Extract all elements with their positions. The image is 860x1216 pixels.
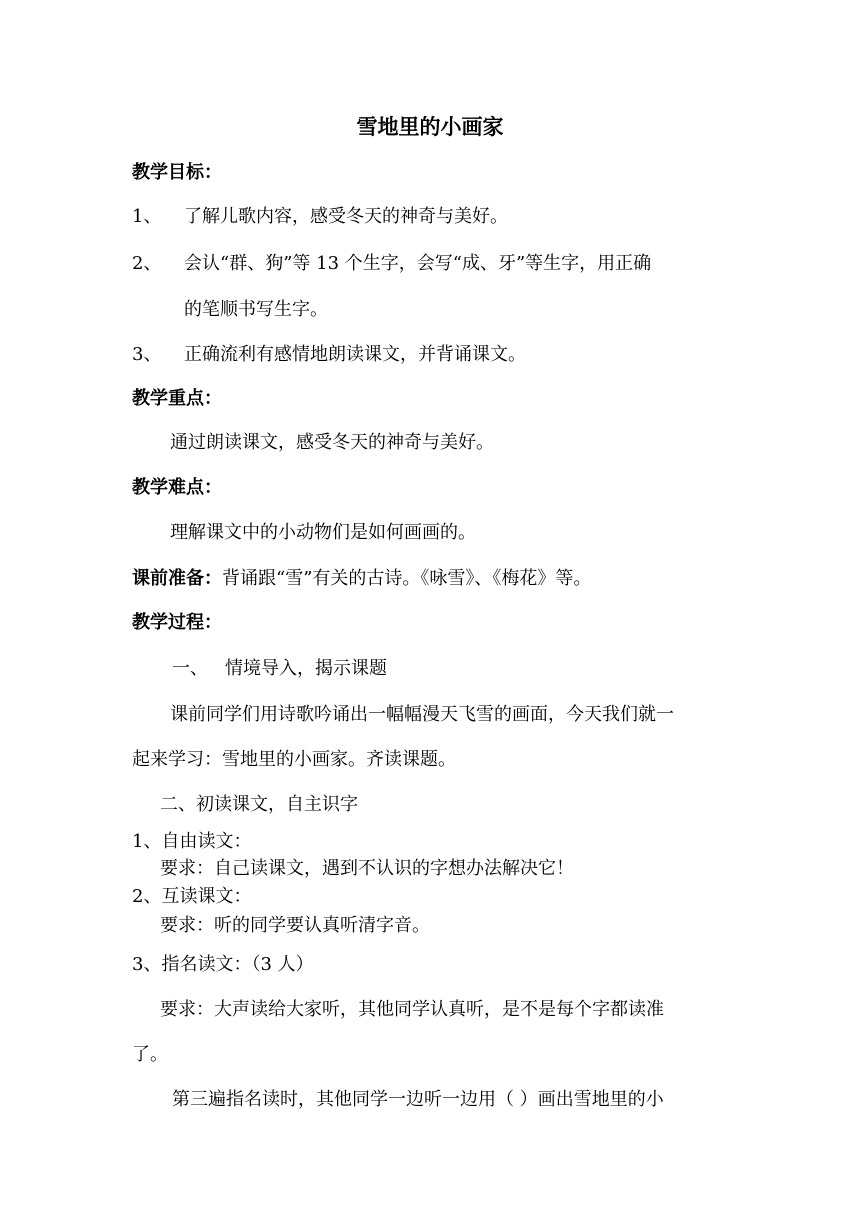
goal-item-2-text: 会认“群、狗”等 13 个生字，会写“成、牙”等生字，用正确 [184,253,652,274]
step-2-label: 2、互读课文： [132,886,252,907]
step-3-requirement-line-2: 了。 [132,1044,168,1065]
goal-item-2-number: 2、 [132,253,162,274]
goal-item-1-text: 了解儿歌内容，感受冬天的神奇与美好。 [184,206,508,227]
goal-item-1-number: 1、 [132,206,162,227]
intro-paragraph-line-1: 课前同学们用诗歌吟诵出一幅幅漫天飞雪的画面，今天我们就一 [170,704,674,725]
page-title: 雪地里的小画家 [356,114,504,139]
difficulty-heading: 教学难点： [132,477,222,498]
goals-heading: 教学目标： [132,162,222,183]
step-3-label: 3、指名读文：（3 人） [132,954,314,975]
section-1-number: 一、 [172,658,208,679]
step-1-label: 1、自由读文： [132,831,252,852]
closing-paragraph-line: 第三遍指名读时，其他同学一边听一边用（ ）画出雪地里的小 [172,1089,664,1110]
step-3-requirement-line-1: 要求：大声读给大家听，其他同学认真听，是不是每个字都读准 [160,999,664,1020]
difficulty-text: 理解课文中的小动物们是如何画画的。 [170,522,476,543]
goal-item-2-continuation: 的笔顺书写生字。 [184,299,328,320]
key-points-text: 通过朗读课文，感受冬天的神奇与美好。 [170,432,494,453]
key-points-heading: 教学重点： [132,388,222,409]
preparation-heading: 课前准备： [132,568,222,589]
intro-paragraph-line-2: 起来学习：雪地里的小画家。齐读课题。 [132,749,456,770]
preparation-line [132,567,591,591]
process-heading: 教学过程： [132,612,222,633]
section-2-title: 二、初读课文，自主识字 [160,794,358,815]
section-1-title: 情境导入，揭示课题 [225,658,387,679]
step-2-requirement: 要求：听的同学要认真听清字音。 [160,915,430,936]
goal-item-3-number: 3、 [132,344,162,365]
preparation-text: 背诵跟“雪”有关的古诗。《咏雪》、《梅花》等。 [222,568,592,589]
step-1-requirement: 要求：自己读课文，遇到不认识的字想办法解决它！ [160,858,574,879]
goal-item-3-text: 正确流利有感情地朗读课文，并背诵课文。 [184,344,526,365]
